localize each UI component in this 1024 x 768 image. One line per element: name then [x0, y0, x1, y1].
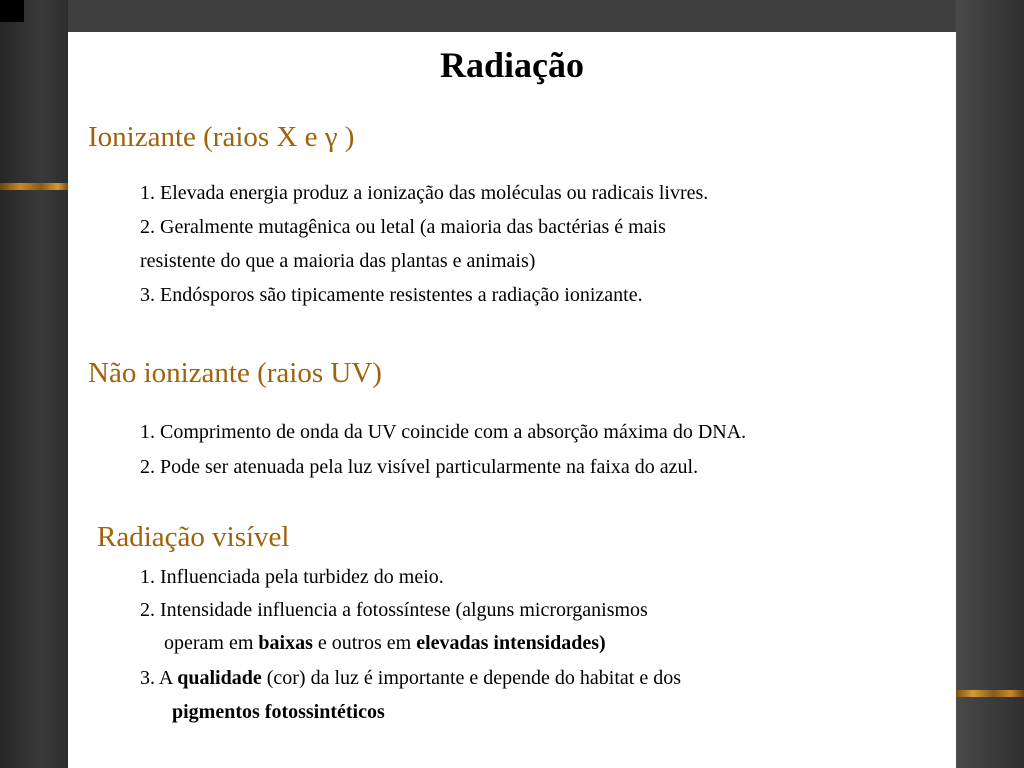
- heading-nao-ionizante: Não ionizante (raios UV): [88, 357, 382, 389]
- visivel-line-4-suffix: (cor) da luz é importante e depende do habitat e dos: [261, 667, 682, 689]
- uv-line-2: 2. Pode ser atenuada pela luz visível particularmente na faixa do azul.: [140, 456, 699, 478]
- ionizante-line-2: 2. Geralmente mutagênica ou letal (a maioria das bactérias é mais: [140, 216, 666, 238]
- decorative-strip-left: [0, 183, 68, 190]
- corner-square: [0, 0, 24, 22]
- heading-radiacao-visivel: Radiação visível: [97, 521, 290, 553]
- ionizante-line-3: resistente do que a maioria das plantas e animais): [140, 250, 536, 272]
- slide-title: Radiação: [440, 45, 584, 85]
- visivel-line-3-prefix: operam em: [164, 632, 259, 654]
- bold-pigmentos: pigmentos fotossintéticos: [172, 701, 385, 723]
- visivel-line-1: 1. Influenciada pela turbidez do meio.: [140, 566, 444, 588]
- uv-line-1: 1. Comprimento de onda da UV coincide com a absorção máxima do DNA.: [140, 421, 747, 443]
- right-frame: [956, 0, 1024, 768]
- visivel-line-5: [172, 701, 385, 724]
- heading-ionizante: Ionizante (raios X e γ ): [88, 121, 355, 153]
- bold-qualidade: qualidade: [177, 667, 262, 689]
- visivel-line-4: [140, 667, 681, 690]
- visivel-line-4-prefix: 3. A: [140, 667, 178, 689]
- ionizante-line-1: 1. Elevada energia produz a ionização das moléculas ou radicais livres.: [140, 182, 709, 204]
- bold-baixas: baixas: [258, 632, 313, 654]
- bold-elevadas: elevadas intensidades): [416, 632, 606, 654]
- left-frame: [0, 0, 68, 768]
- decorative-strip-right: [956, 690, 1024, 697]
- visivel-line-3: [164, 632, 606, 655]
- visivel-line-2: 2. Intensidade influencia a fotossíntese (alguns microrganismos: [140, 599, 648, 621]
- ionizante-line-4: 3. Endósporos são tipicamente resistentes a radiação ionizante.: [140, 284, 643, 306]
- slide-content: [68, 32, 956, 768]
- visivel-line-3-middle: e outros em: [312, 632, 417, 654]
